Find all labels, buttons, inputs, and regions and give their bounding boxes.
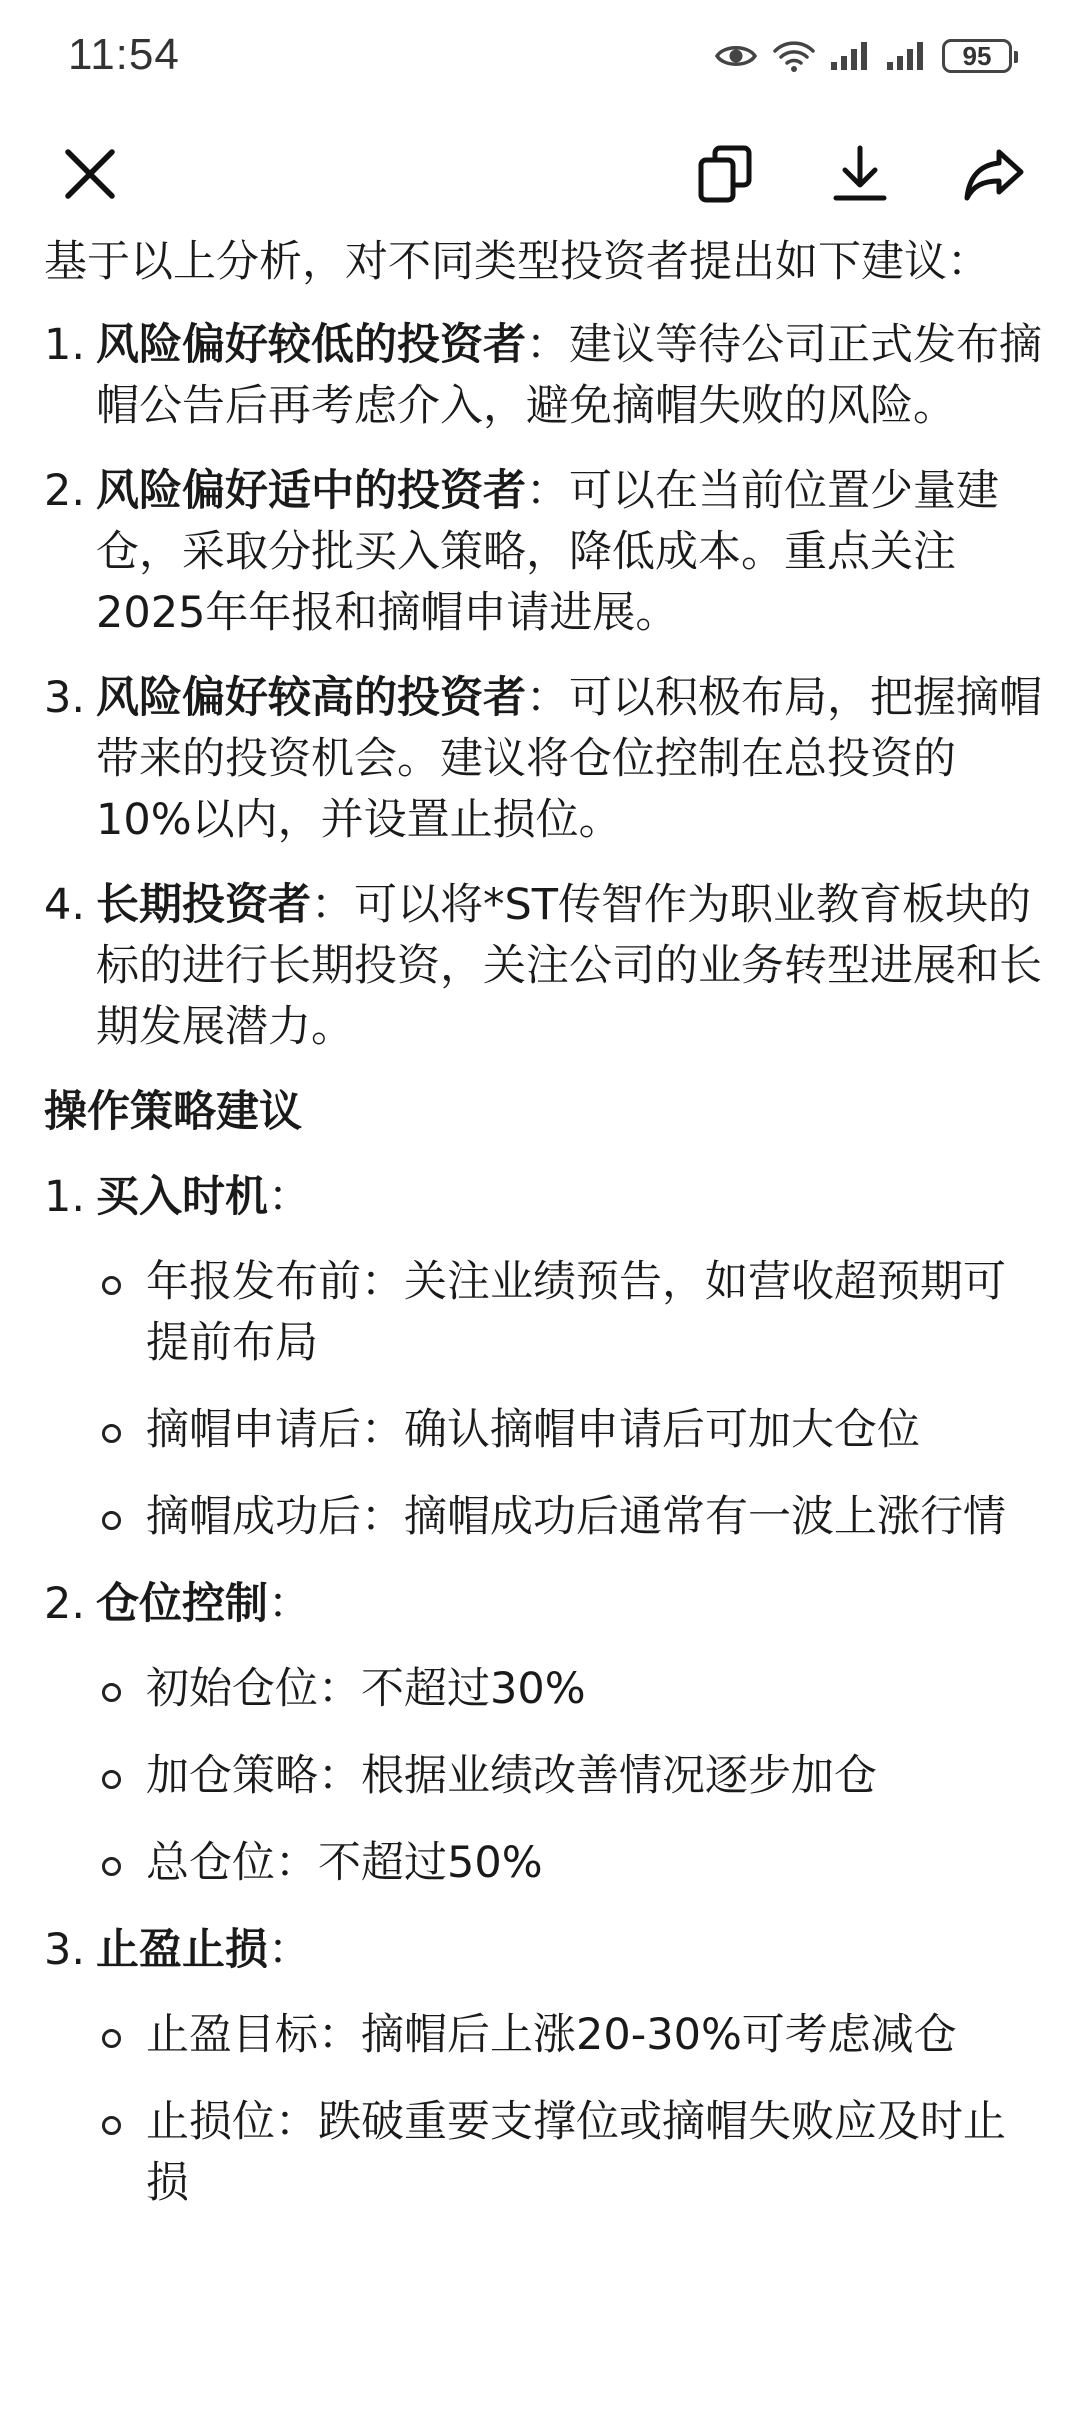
wifi-icon	[772, 39, 816, 73]
item-title: 风险偏好适中的投资者	[96, 466, 526, 516]
list-item	[44, 461, 1044, 644]
copy-icon	[696, 144, 756, 208]
list-item	[44, 315, 1044, 437]
list-item	[44, 668, 1044, 851]
sub-list-item: 摘帽成功后：摘帽成功后通常有一波上涨行情	[96, 1487, 1044, 1548]
sub-list-item: 年报发布前：关注业绩预告，如营收超预期可提前布局	[96, 1252, 1044, 1374]
list-number: 3.	[44, 1925, 86, 1975]
strategy-list	[44, 1167, 1044, 2214]
list-number: 2.	[44, 466, 86, 516]
sub-list	[96, 1659, 1044, 1894]
list-number: 1.	[44, 1172, 86, 1222]
strategy-title: 买入时机	[96, 1172, 268, 1222]
signal-icon	[830, 41, 872, 71]
sub-list	[96, 1252, 1044, 1548]
sub-list-item: 摘帽申请后：确认摘帽申请后可加大仓位	[96, 1400, 1044, 1461]
list-number: 1.	[44, 320, 86, 370]
status-bar	[0, 0, 1084, 116]
sub-list-item: 止盈目标：摘帽后上涨20-30%可考虑减仓	[96, 2005, 1044, 2066]
sub-list-item: 止损位：跌破重要支撑位或摘帽失败应及时止损	[96, 2092, 1044, 2214]
close-button[interactable]	[52, 138, 128, 214]
battery-icon: 95	[942, 39, 1012, 73]
strategy-item	[44, 1574, 1044, 1894]
item-text: ：建议等待公司正式发布摘帽公告后再考虑介入，避免摘帽失败的风险。	[96, 320, 1042, 431]
strategy-suffix: ：	[268, 1172, 311, 1222]
list-number: 2.	[44, 1579, 86, 1629]
investor-advice-list	[44, 315, 1044, 1058]
item-text: ：可以积极布局，把握摘帽带来的投资机会。建议将仓位控制在总投资的10%以内，并设置止损位。	[96, 673, 1042, 845]
item-title: 风险偏好较高的投资者	[96, 673, 526, 723]
strategy-item	[44, 1920, 1044, 2214]
answer-content	[44, 232, 1044, 2240]
item-title: 长期投资者	[96, 880, 311, 930]
strategy-item	[44, 1167, 1044, 1548]
share-button[interactable]	[956, 138, 1032, 214]
list-number: 3.	[44, 673, 86, 723]
signal-icon-2	[886, 41, 928, 71]
item-title: 风险偏好较低的投资者	[96, 320, 526, 370]
item-text: ：可以在当前位置少量建仓，采取分批买入策略，降低成本。重点关注2025年年报和摘帽申请进展。	[96, 466, 999, 638]
strategy-suffix: ：	[268, 1579, 311, 1629]
download-icon	[830, 144, 890, 208]
list-number: 4.	[44, 880, 86, 930]
status-icons	[714, 34, 1012, 78]
share-icon	[963, 146, 1025, 206]
item-text: ：可以将*ST传智作为职业教育板块的标的进行长期投资，关注公司的业务转型进展和长期发展潜力。	[96, 880, 1042, 1052]
toolbar	[0, 116, 1084, 236]
sub-list-item: 总仓位：不超过50%	[96, 1833, 1044, 1894]
strategy-title: 仓位控制	[96, 1579, 268, 1629]
intro-paragraph: 基于以上分析，对不同类型投资者提出如下建议：	[44, 237, 990, 287]
close-icon	[62, 146, 118, 206]
download-button[interactable]	[822, 138, 898, 214]
strategy-suffix: ：	[268, 1925, 311, 1975]
list-item	[44, 875, 1044, 1058]
eye-icon	[714, 41, 758, 71]
sub-list-item: 加仓策略：根据业绩改善情况逐步加仓	[96, 1746, 1044, 1807]
copy-button[interactable]	[688, 138, 764, 214]
strategy-heading: 操作策略建议	[44, 1087, 302, 1137]
sub-list	[96, 2005, 1044, 2214]
status-time: 11:54	[68, 30, 180, 79]
strategy-title: 止盈止损	[96, 1925, 268, 1975]
sub-list-item: 初始仓位：不超过30%	[96, 1659, 1044, 1720]
